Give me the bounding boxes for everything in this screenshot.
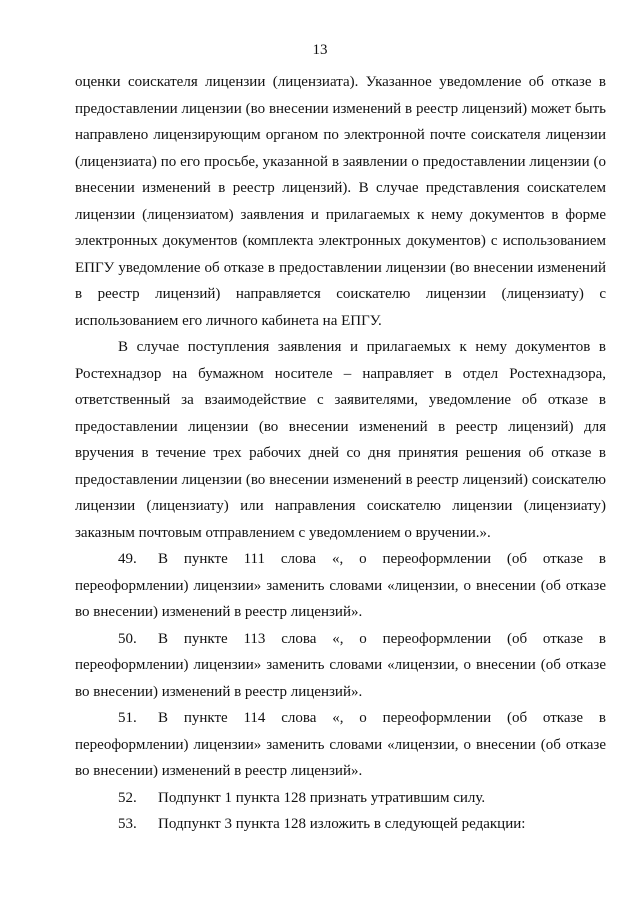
page-number: 13 bbox=[312, 42, 328, 58]
item-number: 51. bbox=[118, 710, 137, 726]
item-number: 53. bbox=[118, 816, 137, 832]
paragraph-item-52 bbox=[75, 785, 606, 812]
paragraph-continuation: оценки соискателя лицензии (лицензиата). Указанное уведомление об отказе в предоставлении лицензии (во внесении изменений в реестр лицензий) может быть направлено лицензирующим органом по электронной почте соискателя лицензии (лицензиата) по его просьбе, указанной в заявлении о предоставлении лицензии (о внесении изменений в реестр лицензий). В случае представления соискателем лицензии (лицензиатом) заявления и прилагаемых к нему документов в форме электронных документов (комплекта электронных документов) с использованием ЕПГУ уведомление об отказе в предоставлении лицензии (во внесении изменений в реестр лицензий) направляется соискателю лицензии (лицензиату) с использованием его личного кабинета на ЕПГУ. bbox=[75, 74, 606, 329]
paragraph-item-50 bbox=[75, 626, 606, 706]
item-number: 52. bbox=[118, 789, 137, 806]
paragraph-item-51 bbox=[75, 705, 606, 785]
item-text: В пункте 113 слова «, о переоформлении (об отказе в переоформлении) лицензии» заменить словами «лицензии, о внесении (об отказе во внесении) изменений в реестр лицензий». bbox=[75, 630, 606, 700]
paragraph-item-53 bbox=[75, 811, 606, 838]
document-body bbox=[75, 69, 606, 838]
item-text: В пункте 111 слова «, о переоформлении (об отказе в переоформлении) лицензии» заменить словами «лицензии, о внесении (об отказе во внесении) изменений в реестр лицензий». bbox=[75, 551, 606, 620]
item-number: 49. bbox=[118, 551, 137, 567]
item-text: Подпункт 3 пункта 128 изложить в следующей редакции: bbox=[158, 816, 526, 832]
item-text: В пункте 114 слова «, о переоформлении (об отказе в переоформлении) лицензии» заменить словами «лицензии, о внесении (об отказе во внесении) изменений в реестр лицензий». bbox=[75, 710, 606, 779]
item-text: Подпункт 1 пункта 128 признать утратившим силу. bbox=[158, 789, 486, 806]
paragraph-item-49 bbox=[75, 546, 606, 626]
item-number: 50. bbox=[118, 630, 137, 647]
paragraph-paper-submission: В случае поступления заявления и прилагаемых к нему документов в Ростехнадзор на бумажном носителе – направляет в отдел Ростехнадзора, ответственный за взаимодействие с заявителями, уведомление об отказе в предоставлении лицензии (во внесении изменений в реестр лицензий) для вручения в течение трех рабочих дней со дня принятия решения об отказе в предоставлении лицензии (во внесении изменений в реестр лицензий) соискателю лицензии (лицензиату) или направления соискателю лицензии (лицензиату) заказным почтовым отправлением с уведомлением о вручении.». bbox=[75, 339, 606, 541]
